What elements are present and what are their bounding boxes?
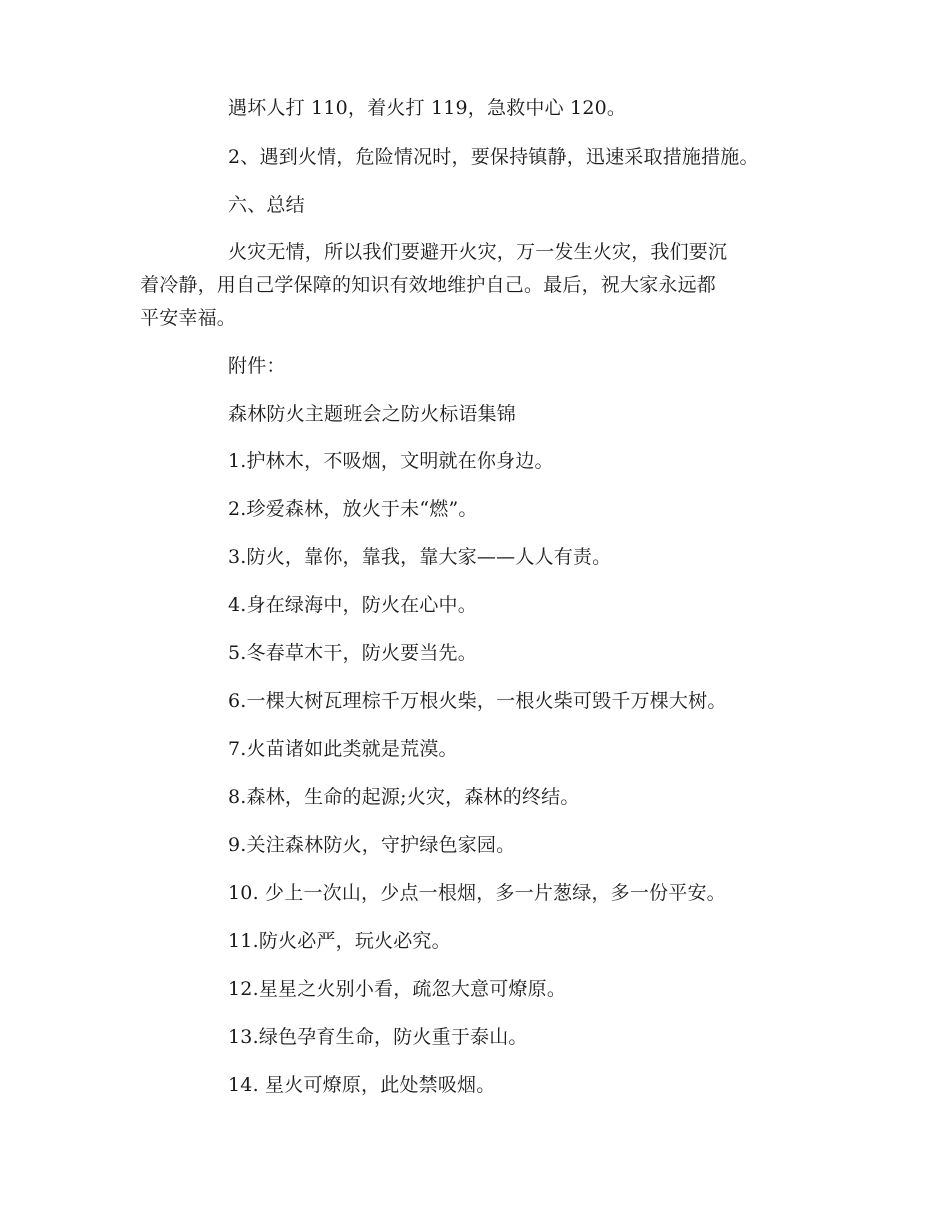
slogan-item: 7.火苗诸如此类就是荒漠。: [228, 738, 458, 760]
summary-line-1: 火灾无情，所以我们要避开火灾，万一发生火灾，我们要沉: [228, 241, 728, 263]
section-heading-summary: 六、总结: [228, 194, 305, 216]
paragraph-fire-advice: 2、遇到火情，危险情况时，要保持镇静，迅速采取措施措施。: [228, 146, 759, 168]
slogan-item: 11.防火必严，玩火必究。: [228, 930, 451, 952]
slogan-item: 10. 少上一次山，少点一根烟，多一片葱绿，多一份平安。: [228, 882, 726, 904]
slogan-item: 14. 星火可燎原，此处禁吸烟。: [228, 1074, 496, 1096]
slogan-item: 1.护林木，不吸烟，文明就在你身边。: [228, 450, 554, 472]
slogan-item: 9.关注森林防火，守护绿色家园。: [228, 834, 516, 856]
summary-line-3: 平安幸福。: [140, 307, 237, 329]
slogan-item: 4.身在绿海中，防火在心中。: [228, 594, 477, 616]
slogan-item: 6.一棵大树瓦理棕千万根火柴，一根火柴可毁千万棵大树。: [228, 690, 727, 712]
attachment-label: 附件：: [228, 355, 286, 377]
summary-line-2: 着冷静，用自己学保障的知识有效地维护自己。最后，祝大家永远都: [140, 274, 717, 296]
slogans-title: 森林防火主题班会之防火标语集锦: [228, 403, 517, 425]
paragraph-emergency-numbers: 遇坏人打 110，着火打 119，急救中心 120。: [228, 97, 627, 119]
slogan-item: 8.森林，生命的起源;火灾，森林的终结。: [228, 786, 580, 808]
slogan-item: 5.冬春草木干，防火要当先。: [228, 642, 477, 664]
slogan-item: 2.珍爱森林，放火于未“燃”。: [228, 498, 478, 520]
slogan-item: 13.绿色孕育生命，防火重于泰山。: [228, 1026, 528, 1048]
slogan-item: 12.星星之火别小看，疏忽大意可燎原。: [228, 978, 567, 1000]
slogan-item: 3.防火，靠你，靠我，靠大家——人人有责。: [228, 546, 612, 568]
